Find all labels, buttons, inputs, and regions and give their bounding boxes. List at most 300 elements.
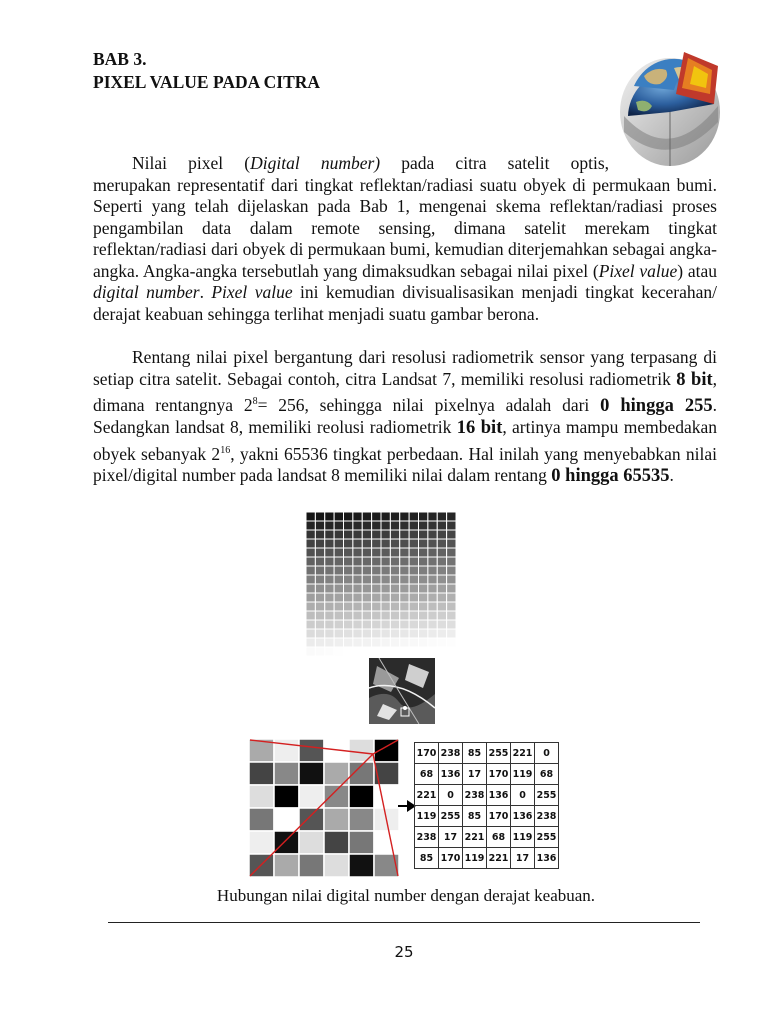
gradient-cell bbox=[334, 584, 343, 593]
gradient-cell bbox=[428, 611, 437, 620]
gradient-cell bbox=[428, 521, 437, 530]
gradient-cell bbox=[334, 566, 343, 575]
gradient-cell bbox=[315, 548, 324, 557]
gradient-cell bbox=[315, 539, 324, 548]
gradient-cell bbox=[334, 611, 343, 620]
paragraph-1-text: ini kemudian divisualisasikan menjadi tingkat kecerahan/ derajat keabuan sehingga terlihat menjadi suatu gambar berona. bbox=[93, 282, 717, 324]
gradient-cell bbox=[306, 602, 315, 611]
table-cell: 136 bbox=[511, 806, 535, 827]
gradient-cell bbox=[390, 539, 399, 548]
gradient-cell bbox=[437, 539, 446, 548]
gradient-cell bbox=[372, 602, 381, 611]
gradient-cell bbox=[372, 575, 381, 584]
gradient-cell bbox=[409, 566, 418, 575]
table-cell: 0 bbox=[511, 785, 535, 806]
gradient-cell bbox=[362, 530, 371, 539]
exponent: 16 bbox=[220, 444, 231, 456]
gradient-cell bbox=[437, 530, 446, 539]
gradient-cell bbox=[409, 512, 418, 521]
gradient-cell bbox=[353, 548, 362, 557]
gradient-cell bbox=[381, 620, 390, 629]
gradient-cell bbox=[447, 548, 456, 557]
gradient-cell bbox=[447, 584, 456, 593]
gradient-cell bbox=[409, 602, 418, 611]
gradient-cell bbox=[400, 629, 409, 638]
chapter-title: PIXEL VALUE PADA CITRA bbox=[93, 72, 321, 92]
gradient-cell bbox=[400, 611, 409, 620]
gradient-cell bbox=[447, 593, 456, 602]
gradient-cell bbox=[409, 539, 418, 548]
gradient-cell bbox=[381, 584, 390, 593]
paragraph-1-text: pada citra satelit optis, bbox=[380, 153, 610, 173]
gradient-cell bbox=[381, 557, 390, 566]
gradient-cell bbox=[400, 548, 409, 557]
gradient-cell bbox=[428, 575, 437, 584]
gradient-cell bbox=[325, 584, 334, 593]
gradient-cell bbox=[372, 620, 381, 629]
table-cell: 238 bbox=[463, 785, 487, 806]
gradient-cell bbox=[419, 557, 428, 566]
gradient-cell bbox=[381, 602, 390, 611]
table-row bbox=[415, 743, 559, 764]
gradient-cell bbox=[447, 620, 456, 629]
gradient-cell bbox=[428, 539, 437, 548]
table-cell: 119 bbox=[511, 764, 535, 785]
gradient-cell bbox=[334, 629, 343, 638]
gradient-cell bbox=[390, 629, 399, 638]
gradient-cell bbox=[362, 539, 371, 548]
table-cell: 238 bbox=[439, 743, 463, 764]
gradient-cell bbox=[437, 548, 446, 557]
bold-16-bit: 16 bit bbox=[456, 418, 503, 439]
gradient-cell bbox=[428, 548, 437, 557]
gradient-cell bbox=[353, 512, 362, 521]
footer-rule bbox=[108, 922, 700, 923]
gradient-cell bbox=[362, 521, 371, 530]
gradient-cell bbox=[306, 548, 315, 557]
gradient-cell bbox=[344, 602, 353, 611]
gradient-cell bbox=[428, 602, 437, 611]
gradient-cell bbox=[315, 638, 324, 647]
table-cell: 17 bbox=[511, 848, 535, 869]
gradient-cell bbox=[381, 638, 390, 647]
paragraph-2-text: = 256, sehingga nilai pixelnya adalah dari bbox=[257, 394, 601, 415]
gradient-cell bbox=[381, 647, 390, 656]
gradient-cell bbox=[447, 647, 456, 656]
gradient-cell bbox=[409, 611, 418, 620]
gradient-cell bbox=[334, 539, 343, 548]
paragraph-2-text: , yakni 65536 tingkat perbedaan. Hal inilah yang menyebabkan nilai pixel/digital number pada landsat 8 memiliki nilai dalam rentang bbox=[93, 443, 717, 486]
gradient-cell bbox=[381, 530, 390, 539]
gradient-cell bbox=[409, 557, 418, 566]
gradient-cell bbox=[362, 548, 371, 557]
gradient-cell bbox=[400, 557, 409, 566]
gradient-cell bbox=[381, 593, 390, 602]
gradient-cell bbox=[344, 575, 353, 584]
paragraph-1-text: merupakan representatif dari tingkat reflektan/radiasi suatu obyek di permukaan bumi. Seperti yang telah dijelaskan pada Bab 1, mengenai skema reflektan/radiasi proses pengambilan data dalam remote sensing, dimana satelit merekam tingkat reflektan/radiasi dari obyek di permukaan bumi, kemudian diterjemahkan sebagai angka-angka. Angka-angka tersebutlah yang dimaksudkan sebagai nilai pixel ( bbox=[93, 174, 717, 281]
gradient-cell bbox=[325, 611, 334, 620]
gradient-cell bbox=[437, 638, 446, 647]
paragraph-2-text: . bbox=[669, 465, 674, 486]
gradient-cell bbox=[306, 539, 315, 548]
table-cell: 255 bbox=[439, 806, 463, 827]
gradient-cell bbox=[334, 530, 343, 539]
gradient-cell bbox=[419, 647, 428, 656]
gradient-cell bbox=[362, 512, 371, 521]
gradient-cell bbox=[315, 602, 324, 611]
table-cell: 221 bbox=[463, 827, 487, 848]
table-cell: 255 bbox=[535, 785, 559, 806]
gradient-cell bbox=[306, 557, 315, 566]
gradient-cell bbox=[437, 602, 446, 611]
gradient-cell bbox=[437, 647, 446, 656]
gradient-cell bbox=[362, 566, 371, 575]
gradient-cell bbox=[334, 557, 343, 566]
gradient-cell bbox=[381, 548, 390, 557]
table-cell: 238 bbox=[535, 806, 559, 827]
term-digital-number: digital number bbox=[93, 282, 200, 302]
gradient-cell bbox=[372, 512, 381, 521]
gradient-cell bbox=[400, 584, 409, 593]
gradient-cell bbox=[390, 575, 399, 584]
paragraph-1 bbox=[93, 153, 717, 325]
gradient-cell bbox=[447, 575, 456, 584]
gradient-cell bbox=[419, 620, 428, 629]
gradient-cell bbox=[334, 575, 343, 584]
gradient-cell bbox=[306, 647, 315, 656]
gradient-cell bbox=[381, 566, 390, 575]
gradient-cell bbox=[344, 647, 353, 656]
gradient-cell bbox=[447, 557, 456, 566]
gradient-cell bbox=[428, 620, 437, 629]
paragraph-2 bbox=[93, 347, 717, 488]
gradient-cell bbox=[381, 512, 390, 521]
gradient-cell bbox=[400, 512, 409, 521]
gradient-cell bbox=[334, 548, 343, 557]
gradient-cell bbox=[353, 593, 362, 602]
gradient-cell bbox=[390, 620, 399, 629]
gradient-cell bbox=[400, 647, 409, 656]
gradient-cell bbox=[325, 530, 334, 539]
gradient-cell bbox=[390, 521, 399, 530]
gradient-cell bbox=[409, 647, 418, 656]
table-cell: 136 bbox=[439, 764, 463, 785]
gradient-cell bbox=[437, 521, 446, 530]
gradient-cell bbox=[447, 638, 456, 647]
gradient-cell bbox=[409, 638, 418, 647]
gradient-cell bbox=[447, 539, 456, 548]
gradient-cell bbox=[306, 512, 315, 521]
gradient-cell bbox=[390, 611, 399, 620]
gradient-cell bbox=[344, 593, 353, 602]
gradient-cell bbox=[334, 647, 343, 656]
gradient-cell bbox=[306, 566, 315, 575]
page-number: 25 bbox=[394, 943, 414, 961]
gradient-cell bbox=[381, 575, 390, 584]
gradient-cell bbox=[306, 593, 315, 602]
gradient-cell bbox=[428, 566, 437, 575]
table-cell: 255 bbox=[487, 743, 511, 764]
table-cell: 85 bbox=[463, 743, 487, 764]
gradient-cell bbox=[447, 629, 456, 638]
table-cell: 119 bbox=[415, 806, 439, 827]
table-cell: 0 bbox=[439, 785, 463, 806]
gradient-cell bbox=[344, 629, 353, 638]
table-cell: 119 bbox=[511, 827, 535, 848]
bold-8-bit: 8 bit bbox=[676, 369, 713, 390]
gradient-cell bbox=[325, 575, 334, 584]
gradient-cell bbox=[381, 629, 390, 638]
table-cell: 68 bbox=[535, 764, 559, 785]
gradient-cell bbox=[381, 521, 390, 530]
gradient-cell bbox=[419, 512, 428, 521]
gradient-cell bbox=[400, 593, 409, 602]
gradient-cell bbox=[419, 584, 428, 593]
gradient-cell bbox=[437, 629, 446, 638]
gradient-cell bbox=[437, 566, 446, 575]
gradient-cell bbox=[390, 512, 399, 521]
gradient-cell bbox=[315, 521, 324, 530]
gradient-cell bbox=[372, 530, 381, 539]
gradient-cell bbox=[437, 620, 446, 629]
gradient-cell bbox=[353, 557, 362, 566]
table-cell: 119 bbox=[463, 848, 487, 869]
gradient-cell bbox=[334, 602, 343, 611]
gradient-cell bbox=[400, 638, 409, 647]
gradient-cell bbox=[344, 539, 353, 548]
gradient-cell bbox=[344, 530, 353, 539]
paragraph-1-emphasis: Digital number) bbox=[250, 153, 381, 173]
gradient-cell bbox=[419, 629, 428, 638]
bold-range-16bit: 0 hingga 65535 bbox=[551, 466, 670, 487]
gradient-cell bbox=[362, 611, 371, 620]
paragraph-1-body bbox=[93, 175, 717, 326]
paragraph-2-text: , artinya mampu membedakan obyek sebanyak 2 bbox=[93, 417, 717, 464]
gradient-cell bbox=[344, 638, 353, 647]
gradient-cell bbox=[390, 638, 399, 647]
gradient-cell bbox=[372, 539, 381, 548]
gradient-cell bbox=[353, 638, 362, 647]
gradient-cell bbox=[437, 584, 446, 593]
gradient-cell bbox=[362, 629, 371, 638]
gradient-cell bbox=[344, 512, 353, 521]
table-cell: 238 bbox=[415, 827, 439, 848]
gradient-cell bbox=[315, 620, 324, 629]
gradient-cell bbox=[372, 557, 381, 566]
gradient-cell bbox=[353, 620, 362, 629]
gradient-cell bbox=[306, 575, 315, 584]
gradient-cell bbox=[409, 575, 418, 584]
gradient-cell bbox=[325, 566, 334, 575]
gradient-cell bbox=[334, 512, 343, 521]
gradient-cell bbox=[437, 575, 446, 584]
table-cell: 136 bbox=[535, 848, 559, 869]
gradient-cell bbox=[334, 593, 343, 602]
gradient-cell bbox=[372, 629, 381, 638]
gradient-cell bbox=[353, 602, 362, 611]
table-cell: 170 bbox=[487, 764, 511, 785]
gradient-cell bbox=[344, 584, 353, 593]
paragraph-2-text: , dimana rentangnya 2 bbox=[93, 368, 717, 415]
gradient-cell bbox=[353, 575, 362, 584]
zoom-indicator-lines bbox=[240, 700, 440, 885]
gradient-cell bbox=[419, 638, 428, 647]
gradient-cell bbox=[400, 521, 409, 530]
gradient-cell bbox=[315, 566, 324, 575]
gradient-cell bbox=[428, 647, 437, 656]
gradient-cell bbox=[390, 530, 399, 539]
table-cell: 17 bbox=[439, 827, 463, 848]
gradient-cell bbox=[306, 620, 315, 629]
gradient-cell bbox=[325, 512, 334, 521]
gradient-cell bbox=[447, 611, 456, 620]
gradient-cell bbox=[409, 584, 418, 593]
gradient-cell bbox=[325, 557, 334, 566]
gradient-cell bbox=[390, 557, 399, 566]
gradient-cell bbox=[344, 611, 353, 620]
term-pixel-value: Pixel value bbox=[211, 282, 293, 302]
paragraph-1-text: Nilai pixel ( bbox=[132, 153, 251, 173]
gradient-cell bbox=[419, 548, 428, 557]
gradient-cell bbox=[390, 593, 399, 602]
grayscale-gradient-grid bbox=[306, 512, 456, 656]
gradient-cell bbox=[344, 566, 353, 575]
gradient-cell bbox=[437, 611, 446, 620]
gradient-cell bbox=[419, 611, 428, 620]
term-pixel-value: Pixel value bbox=[598, 260, 678, 281]
table-cell: 170 bbox=[439, 848, 463, 869]
paragraph-2-body bbox=[93, 347, 717, 488]
gradient-cell bbox=[447, 521, 456, 530]
gradient-cell bbox=[419, 566, 428, 575]
table-row bbox=[415, 848, 559, 869]
gradient-cell bbox=[306, 629, 315, 638]
gradient-cell bbox=[353, 584, 362, 593]
table-cell: 255 bbox=[535, 827, 559, 848]
gradient-cell bbox=[390, 602, 399, 611]
gradient-cell bbox=[437, 557, 446, 566]
gradient-cell bbox=[428, 530, 437, 539]
gradient-cell bbox=[325, 647, 334, 656]
gradient-cell bbox=[409, 620, 418, 629]
gradient-cell bbox=[372, 638, 381, 647]
gradient-cell bbox=[325, 521, 334, 530]
gradient-cell bbox=[390, 647, 399, 656]
table-cell: 221 bbox=[415, 785, 439, 806]
paragraph-2-text: . Sedangkan landsat 8, memiliki reolusi radiometrik bbox=[93, 394, 718, 438]
gradient-cell bbox=[315, 512, 324, 521]
gradient-cell bbox=[428, 557, 437, 566]
bold-range-8bit: 0 hingga 255 bbox=[600, 395, 713, 416]
gradient-cell bbox=[344, 557, 353, 566]
globe-illustration bbox=[614, 46, 724, 170]
gradient-cell bbox=[315, 593, 324, 602]
gradient-cell bbox=[306, 521, 315, 530]
gradient-cell bbox=[390, 548, 399, 557]
table-cell: 85 bbox=[463, 806, 487, 827]
gradient-cell bbox=[437, 593, 446, 602]
table-cell: 17 bbox=[463, 764, 487, 785]
figure-caption: Hubungan nilai digital number dengan derajat keabuan. bbox=[216, 886, 596, 905]
table-cell: 68 bbox=[487, 827, 511, 848]
paragraph-1-text: ) atau bbox=[677, 260, 717, 281]
table-cell: 221 bbox=[511, 743, 535, 764]
gradient-cell bbox=[315, 647, 324, 656]
gradient-cell bbox=[353, 629, 362, 638]
gradient-cell bbox=[400, 539, 409, 548]
gradient-cell bbox=[315, 575, 324, 584]
table-row bbox=[415, 785, 559, 806]
gradient-cell bbox=[419, 602, 428, 611]
gradient-cell bbox=[381, 539, 390, 548]
gradient-cell bbox=[409, 629, 418, 638]
gradient-cell bbox=[419, 521, 428, 530]
gradient-cell bbox=[400, 566, 409, 575]
gradient-cell bbox=[419, 539, 428, 548]
paragraph-2-text: Rentang nilai pixel bergantung dari resolusi radiometrik sensor yang terpasang di setiap citra satelit. Sebagai contoh, citra Landsat 7, memiliki resolusi radiometrik bbox=[93, 347, 717, 389]
gradient-cell bbox=[353, 611, 362, 620]
gradient-cell bbox=[315, 611, 324, 620]
gradient-cell bbox=[372, 566, 381, 575]
gradient-cell bbox=[362, 647, 371, 656]
gradient-cell bbox=[306, 611, 315, 620]
gradient-cell bbox=[372, 548, 381, 557]
table-cell: 0 bbox=[535, 743, 559, 764]
gradient-cell bbox=[447, 512, 456, 521]
gradient-cell bbox=[362, 620, 371, 629]
gradient-cell bbox=[334, 638, 343, 647]
gradient-cell bbox=[447, 566, 456, 575]
gradient-cell bbox=[353, 647, 362, 656]
gradient-cell bbox=[315, 629, 324, 638]
gradient-cell bbox=[362, 602, 371, 611]
table-cell: 170 bbox=[487, 806, 511, 827]
gradient-cell bbox=[400, 530, 409, 539]
gradient-cell bbox=[400, 620, 409, 629]
gradient-cell bbox=[419, 530, 428, 539]
gradient-cell bbox=[372, 593, 381, 602]
gradient-cell bbox=[325, 620, 334, 629]
gradient-cell bbox=[325, 539, 334, 548]
gradient-cell bbox=[419, 575, 428, 584]
gradient-cell bbox=[325, 593, 334, 602]
gradient-cell bbox=[428, 593, 437, 602]
gradient-cell bbox=[315, 557, 324, 566]
gradient-cell bbox=[372, 647, 381, 656]
gradient-cell bbox=[372, 611, 381, 620]
gradient-cell bbox=[428, 638, 437, 647]
paragraph-1-first-line bbox=[93, 153, 609, 175]
table-cell: 68 bbox=[415, 764, 439, 785]
gradient-cell bbox=[400, 575, 409, 584]
gradient-cell bbox=[315, 584, 324, 593]
gradient-cell bbox=[344, 620, 353, 629]
gradient-cell bbox=[362, 638, 371, 647]
gradient-cell bbox=[362, 593, 371, 602]
gradient-cell bbox=[419, 593, 428, 602]
exponent: 8 bbox=[252, 396, 258, 407]
chapter-heading bbox=[93, 48, 320, 94]
chapter-number: BAB 3. bbox=[93, 49, 147, 69]
table-cell: 136 bbox=[487, 785, 511, 806]
gradient-cell bbox=[428, 629, 437, 638]
gradient-cell bbox=[409, 530, 418, 539]
gradient-cell bbox=[390, 584, 399, 593]
gradient-cell bbox=[400, 602, 409, 611]
gradient-cell bbox=[428, 512, 437, 521]
gradient-cell bbox=[306, 638, 315, 647]
gradient-cell bbox=[447, 530, 456, 539]
